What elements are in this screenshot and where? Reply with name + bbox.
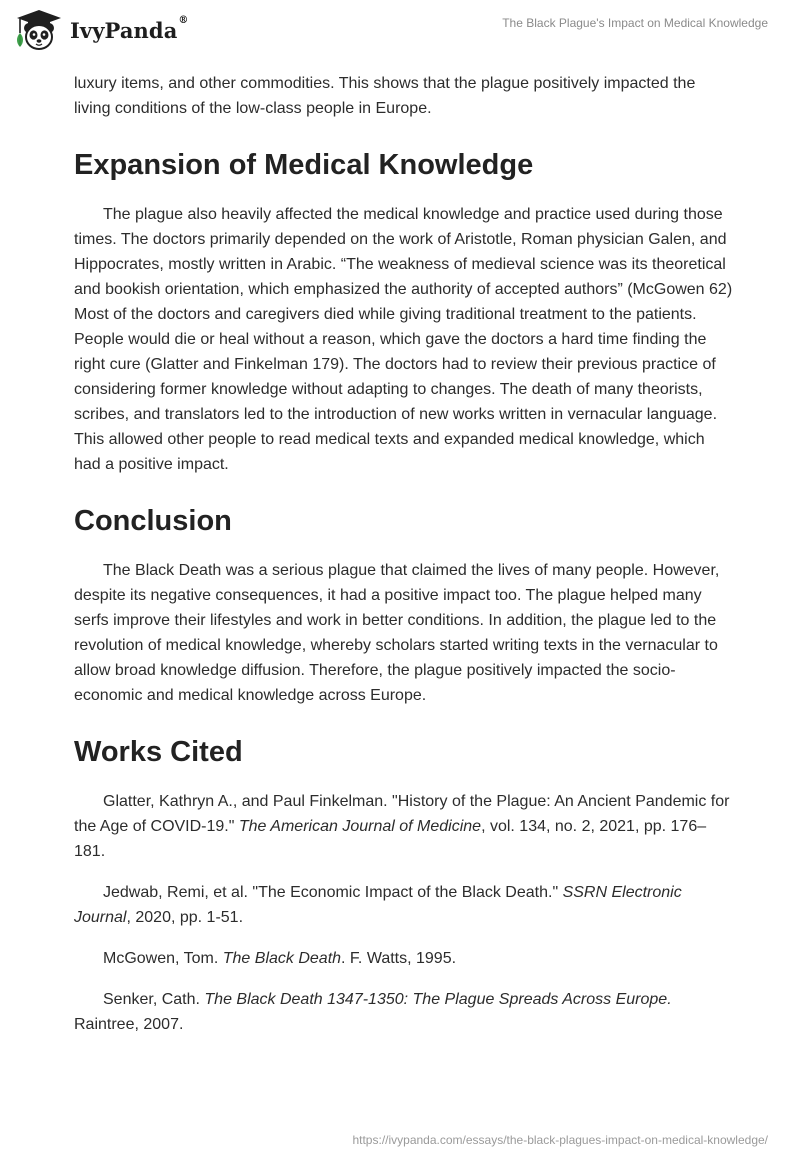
logo-wordmark: IvyPanda®	[70, 14, 189, 43]
ivypanda-logo[interactable]	[14, 9, 189, 51]
citation-source-title: The American Journal of Medicine	[238, 818, 482, 835]
source-url-link[interactable]: https://ivypanda.com/essays/the-black-plagues-impact-on-medical-knowledge/	[352, 1133, 768, 1147]
heading-expansion-of-medical-knowledge: Expansion of Medical Knowledge	[74, 149, 534, 181]
citation-glatter	[74, 789, 734, 864]
document-title: The Black Plague's Impact on Medical Knowledge	[502, 16, 768, 30]
citation-mcgowen	[74, 946, 734, 971]
citation-text: Glatter, Kathryn A., and Paul Finkelman. "History of the Plague: An Ancient Pandemic for the Age of COVID-19."	[74, 793, 730, 835]
citation-details: , 2020, pp. 1-51.	[126, 909, 244, 926]
expansion-paragraph: The plague also heavily affected the medical knowledge and practice used during those times. The doctors primarily depended on the work of Aristotle, Roman physician Galen, and Hippocrates, mostly written in Arabic. “The weakness of medieval science was its theoretical and bookish orientation, which emphasized the authority of accepted authors” (McGowen 62) Most of the doctors and caregivers died while giving traditional treatment to the patients. People would die or heal without a reason, which gave the doctors a hard time finding the right cure (Glatter and Finkelman 179). The doctors had to review their previous practice of considering former knowledge without adapting to changes. The death of many theorists, scribes, and translators led to the introduction of new works written in vernacular language. This allowed other people to read medical texts and expanded medical knowledge, which had a positive impact.	[74, 206, 733, 473]
essay-body	[74, 71, 734, 1053]
intro-paragraph: luxury items, and other commodities. This shows that the plague positively impacted the living conditions of the low-class people in Europe.	[74, 75, 696, 117]
citation-text: McGowen, Tom.	[103, 950, 223, 967]
citation-details: , vol. 134, no. 2, 2021, pp. 176–181.	[74, 818, 707, 860]
citation-text: Senker, Cath.	[103, 991, 205, 1008]
citation-details: Raintree, 2007.	[74, 1016, 184, 1033]
registered-mark: ®	[178, 14, 189, 26]
panda-logo-icon	[14, 9, 64, 51]
citation-text: Jedwab, Remi, et al. "The Economic Impact of the Black Death."	[103, 884, 563, 901]
citation-source-title: SSRN Electronic Journal	[74, 884, 682, 926]
page-header	[0, 0, 800, 66]
conclusion-paragraph: The Black Death was a serious plague that claimed the lives of many people. However, despite its negative consequences, it had a positive impact too. The plague helped many serfs improve their lifestyles and work in better conditions. In addition, the plague led to the revolution of medical knowledge, whereby scholars started writing texts in the vernacular to allow broad knowledge diffusion. Therefore, the plague positively impacted the socio-economic and medical knowledge across Europe.	[74, 562, 720, 704]
heading-conclusion: Conclusion	[74, 505, 232, 537]
citation-details: . F. Watts, 1995.	[341, 950, 457, 967]
citation-source-title: The Black Death 1347-1350: The Plague Spreads Across Europe.	[204, 991, 672, 1008]
citation-source-title: The Black Death	[222, 950, 342, 967]
citation-senker	[74, 987, 734, 1037]
citation-jedwab	[74, 880, 734, 930]
heading-works-cited: Works Cited	[74, 736, 243, 768]
